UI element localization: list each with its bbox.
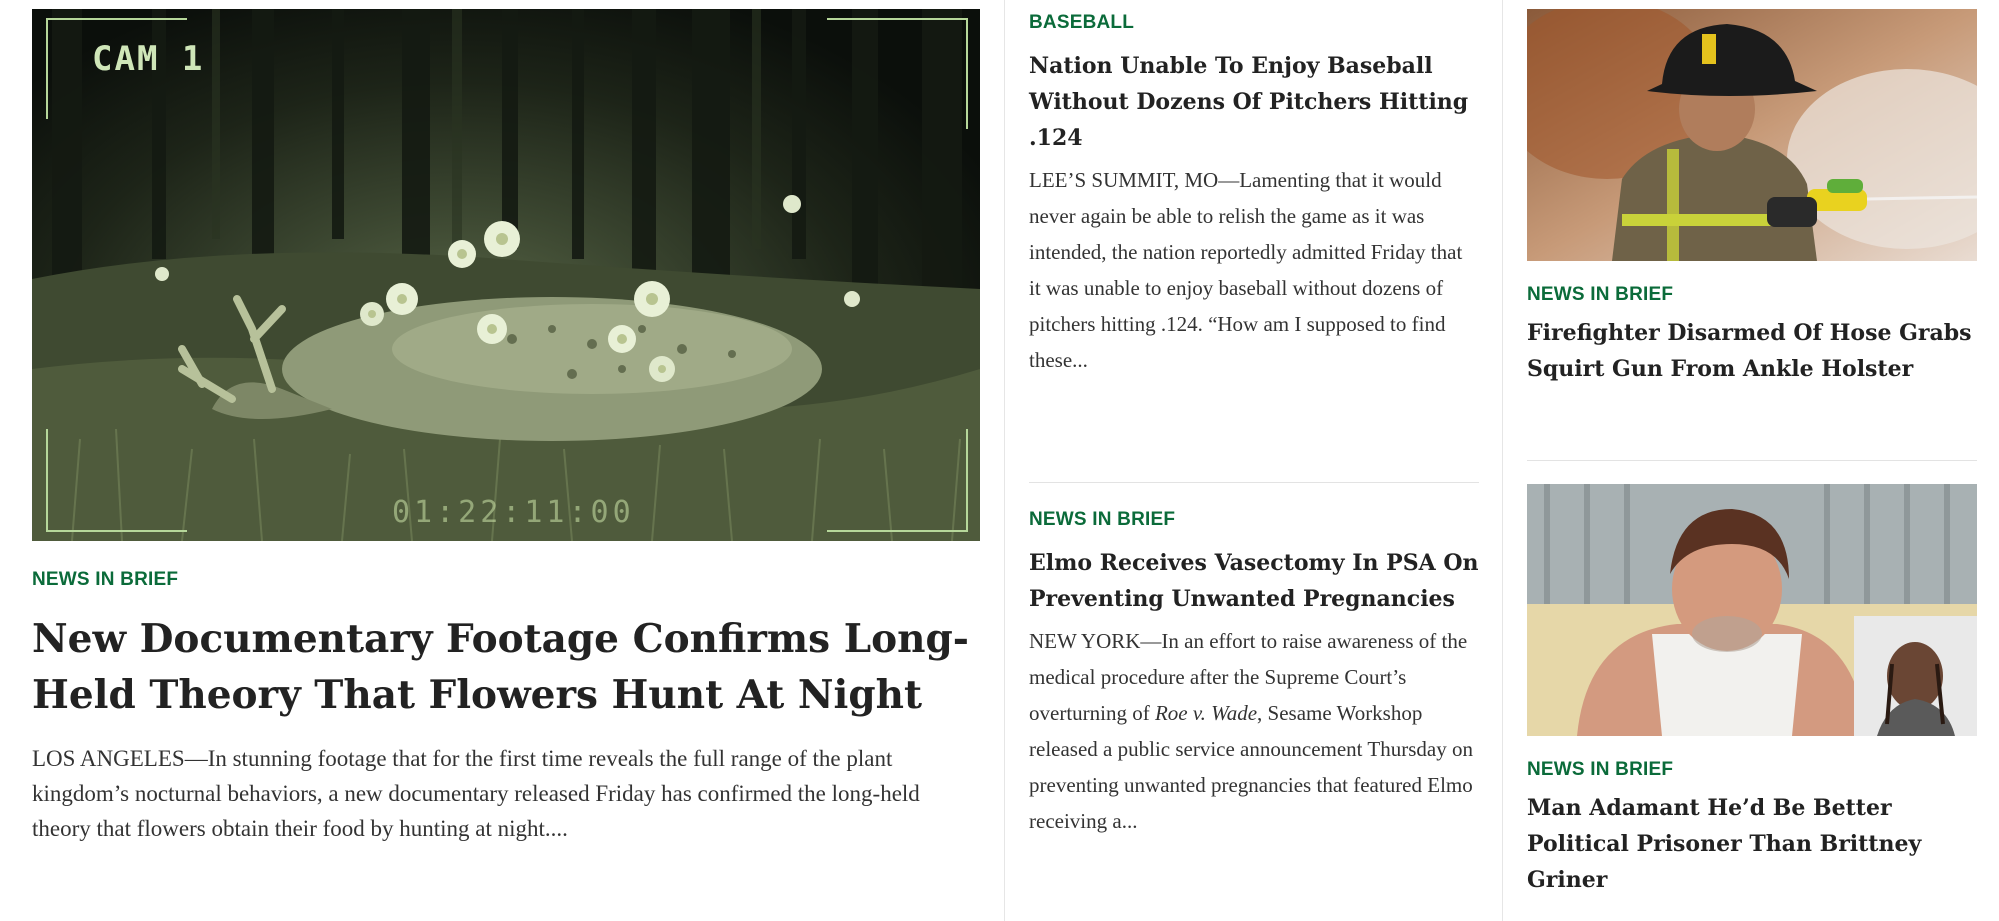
story-kicker[interactable]: NEWS IN BRIEF xyxy=(1029,509,1176,530)
story-card-griner xyxy=(1527,484,1977,898)
story-kicker[interactable]: NEWS IN BRIEF xyxy=(1527,759,1674,780)
story-headline[interactable]: Man Adamant He’d Be Better Political Prisoner Than Brittney Griner xyxy=(1527,795,1922,893)
lead-story xyxy=(32,9,980,846)
story-card-baseball xyxy=(1029,12,1479,378)
column-divider-left xyxy=(1004,0,1005,921)
cam-label: CAM 1 xyxy=(92,39,205,79)
lead-story-headline[interactable]: New Documentary Footage Confirms Long-Held Theory That Flowers Hunt At Night xyxy=(32,616,969,718)
story-headline[interactable]: Elmo Receives Vasectomy In PSA On Preventing Unwanted Pregnancies xyxy=(1029,550,1479,612)
lead-story-excerpt: LOS ANGELES—In stunning footage that for the first time reveals the full range of the plant kingdom’s nocturnal behaviors, a new documentary released Friday has confirmed the long-held theory that flowers obtain their food by hunting at night.... xyxy=(32,746,920,841)
man-in-tank-top-image xyxy=(1527,484,1977,736)
story-headline[interactable]: Nation Unable To Enjoy Baseball Without Dozens Of Pitchers Hitting .124 xyxy=(1029,53,1469,151)
story-card-firefighter xyxy=(1527,9,1977,387)
night-vision-flowers-image xyxy=(32,9,980,541)
story-thumbnail[interactable] xyxy=(1527,484,1977,736)
column-divider-right xyxy=(1502,0,1503,921)
lead-story-kicker[interactable]: NEWS IN BRIEF xyxy=(32,569,179,590)
cam-timestamp: 01:22:11:00 xyxy=(392,495,635,530)
story-headline[interactable]: Firefighter Disarmed Of Hose Grabs Squirt Gun From Ankle Holster xyxy=(1527,320,1972,382)
firefighter-image xyxy=(1527,9,1977,261)
story-divider xyxy=(1029,482,1479,483)
lead-story-image[interactable] xyxy=(32,9,980,541)
story-excerpt: LEE’S SUMMIT, MO—Lamenting that it would never again be able to relish the game as it was intended, the nation reportedly admitted Friday that it was unable to enjoy baseball without dozens of pitchers hitting .124. “How am I supposed to find these... xyxy=(1029,168,1463,372)
story-card-elmo xyxy=(1029,509,1479,839)
excerpt-italic: Roe v. Wade xyxy=(1154,701,1258,725)
story-kicker[interactable]: NEWS IN BRIEF xyxy=(1527,284,1674,305)
story-excerpt xyxy=(1029,623,1479,839)
story-kicker[interactable]: BASEBALL xyxy=(1029,12,1135,33)
story-thumbnail[interactable] xyxy=(1527,9,1977,261)
excerpt-text: NEW YORK—In an effort to raise awareness of the medical procedure after the Supreme Court’s overturning of xyxy=(1029,629,1468,725)
excerpt-text: , Sesame Workshop released a public service announcement Thursday on preventing unwanted pregnancies that featured Elmo receiving a... xyxy=(1029,701,1473,833)
story-divider xyxy=(1527,460,1977,461)
